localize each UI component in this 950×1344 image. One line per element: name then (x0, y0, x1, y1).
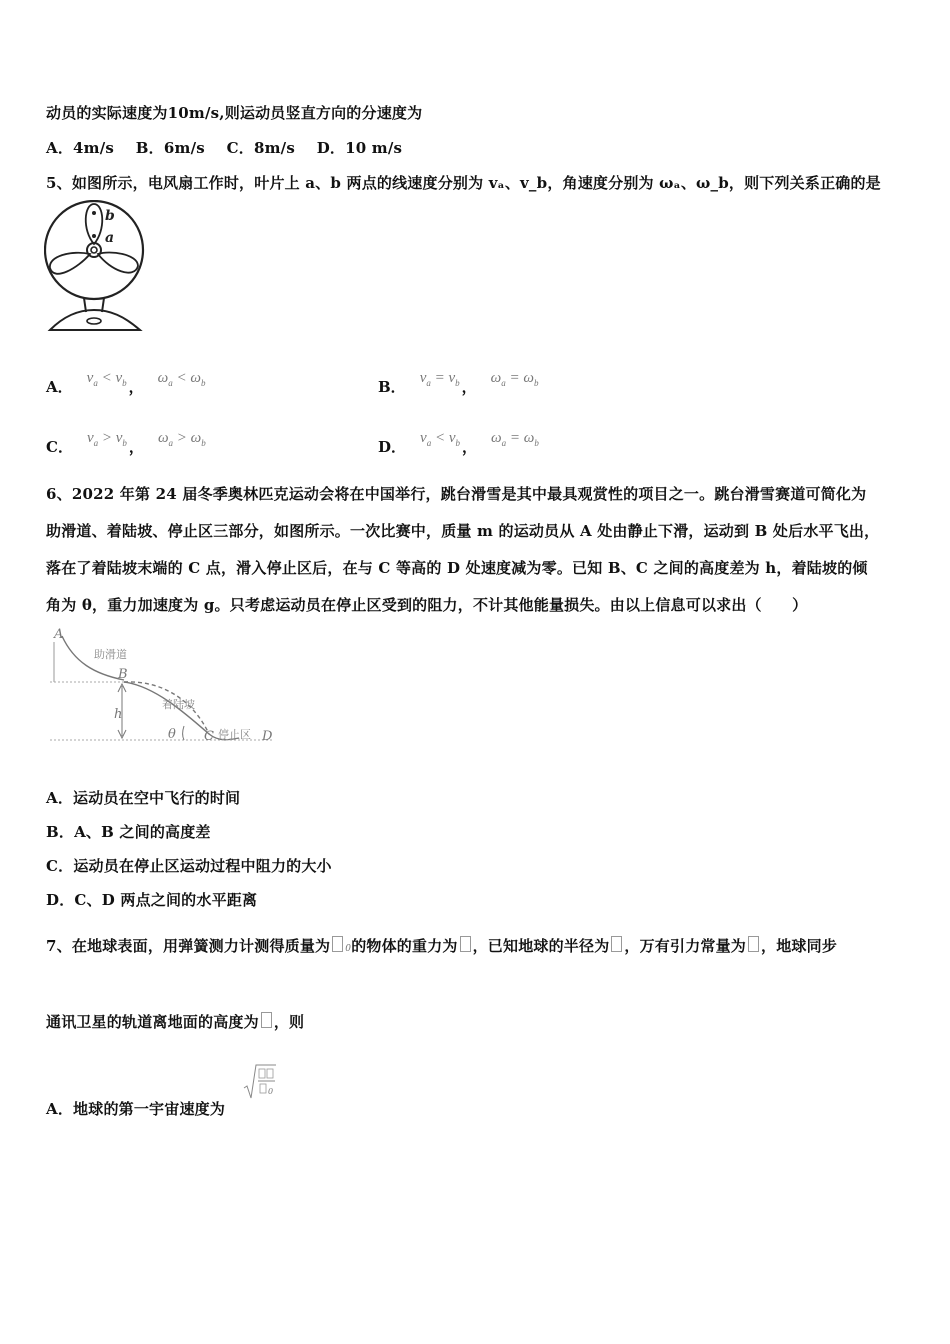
q7-stem-line-1: 7、在地球表面，用弹簧测力计测得质量为 0的物体的重力为 ，已知地球的半径为 ，万有引力常量为 ，地球同步 (46, 937, 838, 955)
point-a-label: a (105, 230, 115, 246)
label-h: h (114, 707, 123, 722)
fan-blade-left (50, 253, 90, 274)
missing-formula-icon (748, 936, 759, 952)
q6-stem-line-3: 落在了着陆坡末端的 C 点，滑入停止区后，在与 C 等高的 D 处速度减为零。已知 B、C 之间的高度差为 h，着陆坡的倾 (46, 559, 868, 577)
q7-stem-line-2: 通讯卫星的轨道离地面的高度为 ，则 (46, 1013, 305, 1031)
q4-option-a[interactable]: A．4m/s (46, 139, 115, 157)
q5-stem: 5、如图所示，电风扇工作时，叶片上 a、b 两点的线速度分别为 vₐ、v_b，角速度分别为 ωₐ、ω_b，则下列关系正确的是 (46, 174, 881, 192)
label-stop: 停止区 (218, 728, 251, 741)
q6-option-b[interactable]: B．A、B 之间的高度差 (46, 823, 211, 841)
q4-option-d[interactable]: D．10 m/s (316, 139, 403, 157)
fan-guard (45, 201, 143, 299)
q4-option-b[interactable]: B．6m/s (135, 139, 205, 157)
missing-formula-icon (611, 936, 622, 952)
q6-option-d[interactable]: D．C、D 两点之间的水平距离 (46, 891, 258, 909)
q5-choice-a[interactable]: A． $v_a < v_b$ ， $\omega_a < \omega_b$ (46, 370, 206, 396)
point-a-dot (92, 234, 96, 238)
label-b: B (118, 667, 128, 682)
q6-stem-line-4: 角为 θ，重力加速度为 g。只考虑运动员在停止区受到的阻力，不计其他能量损失。由以上信息可以求出（ ） (46, 596, 808, 614)
sqrt-sub0: 0 (268, 1087, 274, 1096)
missing-formula-icon (332, 936, 343, 952)
label-theta: θ (168, 727, 176, 742)
q6-option-c[interactable]: C．运动员在停止区运动过程中阻力的大小 (46, 857, 332, 875)
fan-figure (44, 200, 150, 336)
label-slope: 着陆坡 (162, 698, 195, 711)
label-d: D (262, 729, 273, 744)
q4-options (46, 137, 402, 158)
sqrt-formula-icon (242, 1062, 278, 1102)
q5-choice-d[interactable]: D． $v_a < v_b$ ， $\omega_a = \omega_b$ (378, 430, 539, 456)
q6-stem-line-2: 助滑道、着陆坡、停止区三部分，如图所示。一次比赛中，质量 m 的运动员从 A 处由静止下滑，运动到 B 处后水平飞出， (46, 522, 880, 540)
fan-blade-right (98, 253, 138, 273)
q6-option-a[interactable]: A．运动员在空中飞行的时间 (46, 789, 241, 807)
q6-stem-line-1: 6、2022 年第 24 届冬季奥林匹克运动会将在中国举行，跳台滑雪是其中最具观赏性的项目之一。跳台滑雪赛道可简化为 (46, 485, 867, 503)
q5-choice-b[interactable]: B． $v_a = v_b$ ， $\omega_a = \omega_b$ (378, 370, 539, 396)
point-b-dot (92, 211, 96, 215)
fan-base (50, 310, 140, 330)
label-c: C (204, 729, 214, 744)
q7-option-a[interactable]: A．地球的第一宇宙速度为 (46, 1100, 226, 1118)
q5-choice-c[interactable]: C． $v_a > v_b$ ， $\omega_a > \omega_b$ (46, 430, 206, 456)
q4-tail-text: 动员的实际速度为10m/s,则运动员竖直方向的分速度为 (46, 104, 423, 122)
ski-jump-figure (44, 622, 284, 750)
q4-option-c[interactable]: C．8m/s (226, 139, 295, 157)
label-a: A (54, 627, 64, 642)
point-b-label: b (105, 208, 115, 224)
label-ramp: 助滑道 (94, 648, 127, 661)
missing-formula-icon (261, 1012, 272, 1028)
missing-formula-icon (460, 936, 471, 952)
